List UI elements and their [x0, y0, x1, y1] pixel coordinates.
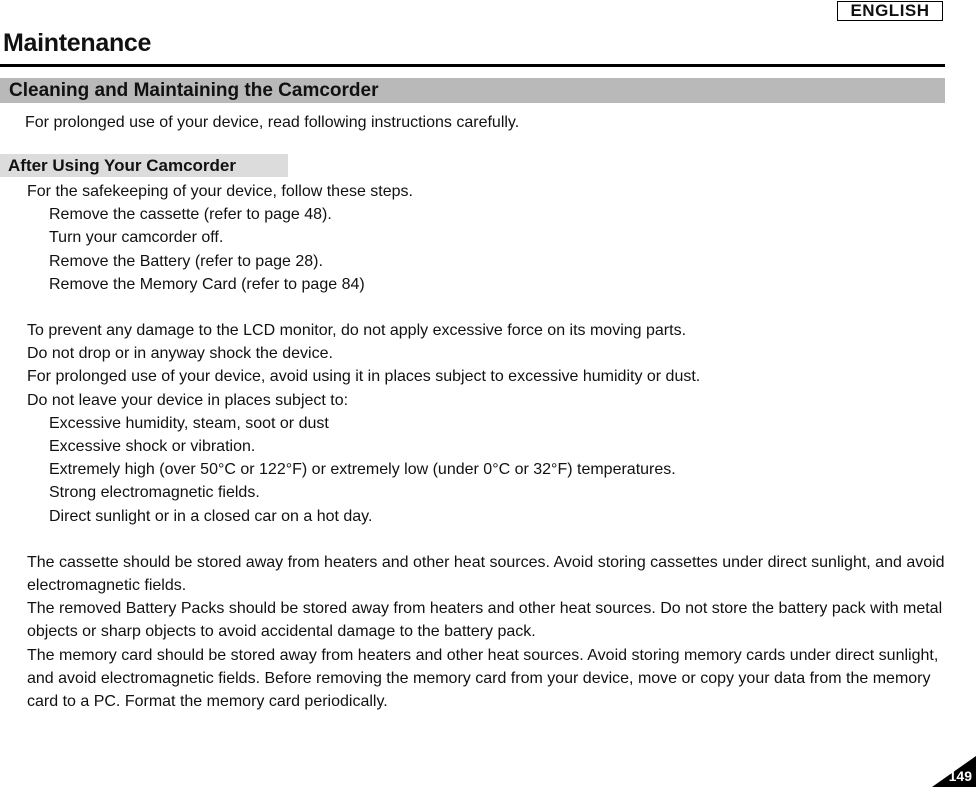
page-number: 149	[948, 768, 972, 784]
precaution-item: Do not drop or in anyway shock the device.	[27, 345, 333, 363]
subsection-title: After Using Your Camcorder	[8, 156, 236, 175]
storage-paragraph: The memory card should be stored away from heaters and other heat sources. Avoid storing memory cards under direct sunlight, and avoid electromagnetic fields. Before removing the memory card from your device, move or copy your data from the memory card to a PC. Format the memory card periodically.	[27, 646, 939, 711]
precaution-item: For prolonged use of your device, avoid using it in places subject to excessive humidity or dust.	[27, 368, 701, 386]
precaution-item: Do not leave your device in places subject to:	[27, 391, 349, 409]
precaution-item: To prevent any damage to the LCD monitor, do not apply excessive force on its moving parts.	[27, 322, 687, 340]
condition-item: Strong electromagnetic fields.	[49, 484, 260, 502]
page-title: Maintenance	[3, 29, 152, 57]
storage-paragraph: The cassette should be stored away from heaters and other heat sources. Avoid storing cassettes under direct sunlight, and avoid electromagnetic fields.	[27, 553, 945, 595]
step-item: Remove the Memory Card (refer to page 84)	[49, 275, 365, 293]
subsection-header-bar	[0, 154, 288, 177]
language-badge: ENGLISH	[837, 1, 943, 21]
section-header-bar	[0, 78, 945, 103]
condition-item: Excessive shock or vibration.	[49, 438, 256, 456]
condition-item: Extremely high (over 50°C or 122°F) or extremely low (under 0°C or 32°F) temperatures.	[49, 461, 676, 479]
steps-intro: For the safekeeping of your device, follow these steps.	[27, 183, 413, 200]
storage-paragraph: The removed Battery Packs should be stored away from heaters and other heat sources. Do not store the battery pack with metal objects or sharp objects to avoid accidental damage to the battery pack.	[27, 600, 943, 641]
section-intro: For prolonged use of your device, read following instructions carefully.	[25, 114, 520, 131]
section-title: Cleaning and Maintaining the Camcorder	[9, 80, 379, 101]
condition-item: Excessive humidity, steam, soot or dust	[49, 414, 329, 432]
step-item: Remove the Battery (refer to page 28).	[49, 252, 323, 270]
step-item: Remove the cassette (refer to page 48).	[49, 206, 332, 224]
step-item: Turn your camcorder off.	[49, 229, 224, 247]
spacer	[27, 528, 945, 551]
body-content	[27, 180, 945, 713]
spacer	[27, 296, 945, 319]
page-number-tab	[932, 756, 976, 787]
title-divider	[0, 64, 945, 67]
condition-item: Direct sunlight or in a closed car on a hot day.	[49, 507, 373, 525]
